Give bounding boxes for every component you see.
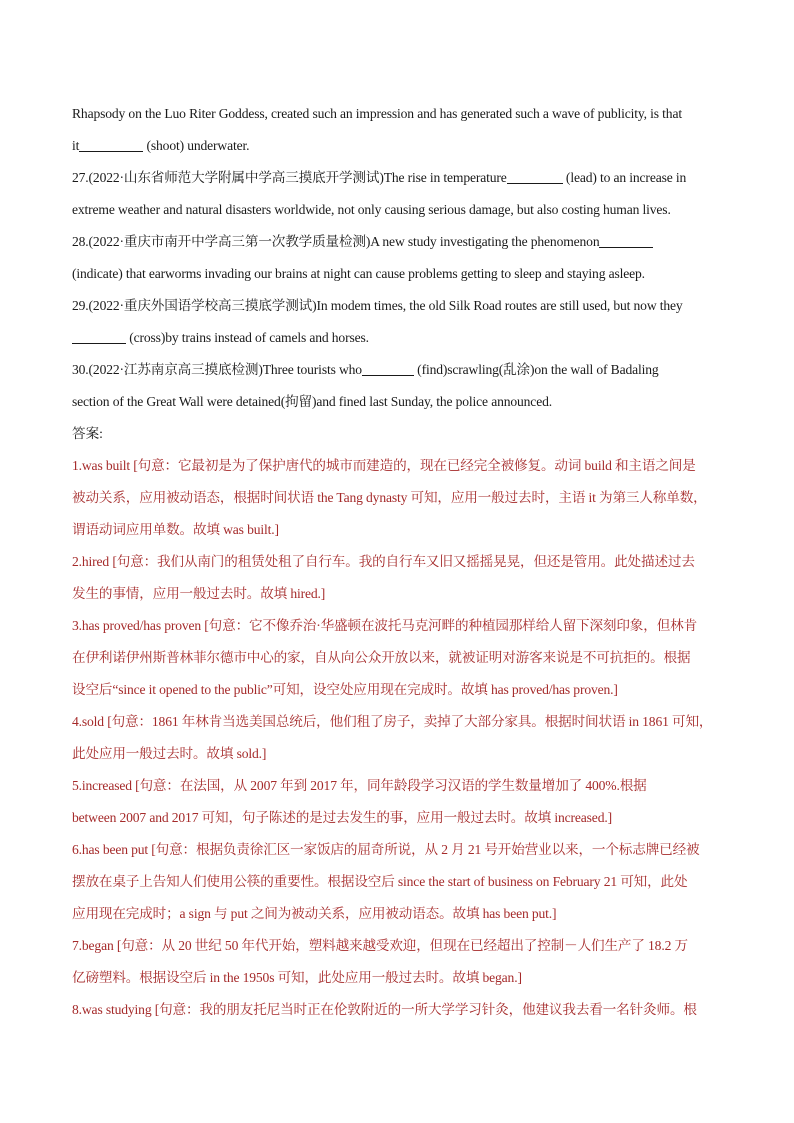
question-line [72, 258, 722, 290]
question-list [72, 98, 722, 418]
answer-line: between 2007 and 2017 可知，句子陈述的是过去发生的事，应用一般过去时。故填 increased.] [72, 810, 612, 825]
answer-blank [72, 329, 126, 344]
question-text-before: 30.(2022·江苏南京高三摸底检测)Three tourists who [72, 362, 362, 377]
answer-line: 4.sold [句意：1861 年林肯当选美国总统后，他们租了房子，卖掉了大部分家具。根据时间状语 in 1861 可知， [72, 714, 713, 729]
answer-line: 2.hired [句意：我们从南门的租赁处租了自行车。我的自行车又旧又摇摇晃晃，但还是管用。此处描述过去 [72, 554, 695, 569]
question-text: 29.(2022·重庆外国语学校高三摸底学测试)In modem times, the old Silk Road routes are still used, but now they [72, 298, 683, 313]
answer-item [72, 706, 722, 770]
answer-heading: 答案: [72, 426, 103, 441]
question-text-after: (cross)by trains instead of camels and horses. [126, 330, 369, 345]
question-text-before: 27.(2022·山东省师范大学附属中学高三摸底开学测试)The rise in temperature [72, 170, 507, 185]
answer-line: 发生的事情，应用一般过去时。故填 hired.] [72, 586, 326, 601]
question-line [72, 354, 722, 386]
answer-line: 设空后“since it opened to the public”可知，设空处应用现在完成时。故填 has proved/has proven.] [72, 682, 618, 697]
answer-line: 应用现在完成时；a sign 与 put 之间为被动关系，应用被动语态。故填 has been put.] [72, 906, 557, 921]
answer-line: 8.was studying [句意：我的朋友托尼当时正在伦敦附近的一所大学学习针灸，他建议我去看一名针灸师。根 [72, 1002, 697, 1017]
question-text: Rhapsody on the Luo Riter Goddess, created such an impression and has generated such a wave of publicity, is that [72, 106, 682, 121]
answer-line: 在伊利诺伊州斯普林菲尔德市中心的家，自从向公众开放以来，就被证明对游客来说是不可抗拒的。根据 [72, 650, 691, 665]
answer-item [72, 770, 722, 834]
answer-line: 被动关系，应用被动语态，根据时间状语 the Tang dynasty 可知，应用一般过去时，主语 it 为第三人称单数， [72, 490, 707, 505]
question-text-after: (lead) to an increase in [562, 170, 687, 185]
answer-blank [79, 137, 143, 152]
answer-item [72, 994, 722, 1026]
document-page [72, 98, 722, 1026]
question-line [72, 98, 722, 130]
answer-line: 此处应用一般过去时。故填 sold.] [72, 746, 267, 761]
question-text-before: 28.(2022·重庆市南开中学高三第一次教学质量检测)A new study investigating the phenomenon [72, 234, 600, 249]
answer-line: 摆放在桌子上告知人们使用公筷的重要性。根据设空后 since the start of business on February 21 可知，此处 [72, 874, 688, 889]
question-text: section of the Great Wall were detained(拘留)and fined last Sunday, the police announced. [72, 394, 552, 409]
question-line [72, 194, 722, 226]
answer-blank [362, 361, 414, 376]
question-item [72, 354, 722, 418]
question-text-after: (find)scrawling(乱涂)on the wall of Badaling [413, 362, 659, 377]
question-line [72, 162, 722, 194]
question-item [72, 98, 722, 162]
question-text-before: it [72, 138, 80, 153]
answer-line: 亿磅塑料。根据设空后 in the 1950s 可知，此处应用一般过去时。故填 began.] [72, 970, 522, 985]
question-item [72, 162, 722, 226]
answer-item [72, 450, 722, 546]
question-line [72, 386, 722, 418]
question-line [72, 322, 722, 354]
answer-list [72, 450, 722, 1026]
answer-item [72, 930, 722, 994]
answer-line: 1.was built [句意：它最初是为了保护唐代的城市而建造的，现在已经完全被修复。动词 build 和主语之间是 [72, 458, 696, 473]
question-line [72, 226, 722, 258]
answer-item [72, 834, 722, 930]
answer-line: 3.has proved/has proven [句意：它不像乔治·华盛顿在波托马克河畔的种植园那样给人留下深刻印象，但林肯 [72, 618, 698, 633]
answer-line: 谓语动词应用单数。故填 was built.] [72, 522, 279, 537]
question-text: extreme weather and natural disasters worldwide, not only causing serious damage, but also costing human lives. [72, 202, 671, 217]
question-text-after: (shoot) underwater. [143, 138, 250, 153]
answer-blank [599, 233, 653, 248]
question-line [72, 130, 722, 162]
question-text: (indicate) that earworms invading our brains at night can cause problems getting to sleep and staying asleep. [72, 266, 645, 281]
question-item [72, 226, 722, 290]
question-line [72, 290, 722, 322]
answer-line: 7.began [句意：从 20 世纪 50 年代开始，塑料越来越受欢迎，但现在已经超出了控制－人们生产了 18.2 万 [72, 938, 688, 953]
answer-line: 5.increased [句意：在法国，从 2007 年到 2017 年，同年龄段学习汉语的学生数量增加了 400%.根据 [72, 778, 647, 793]
answer-item [72, 610, 722, 706]
answer-line: 6.has been put [句意：根据负责徐汇区一家饭店的屈奇所说，从 2 月 21 号开始营业以来，一个标志牌已经被 [72, 842, 700, 857]
answer-item [72, 546, 722, 610]
question-item [72, 290, 722, 354]
answer-blank [507, 169, 563, 184]
